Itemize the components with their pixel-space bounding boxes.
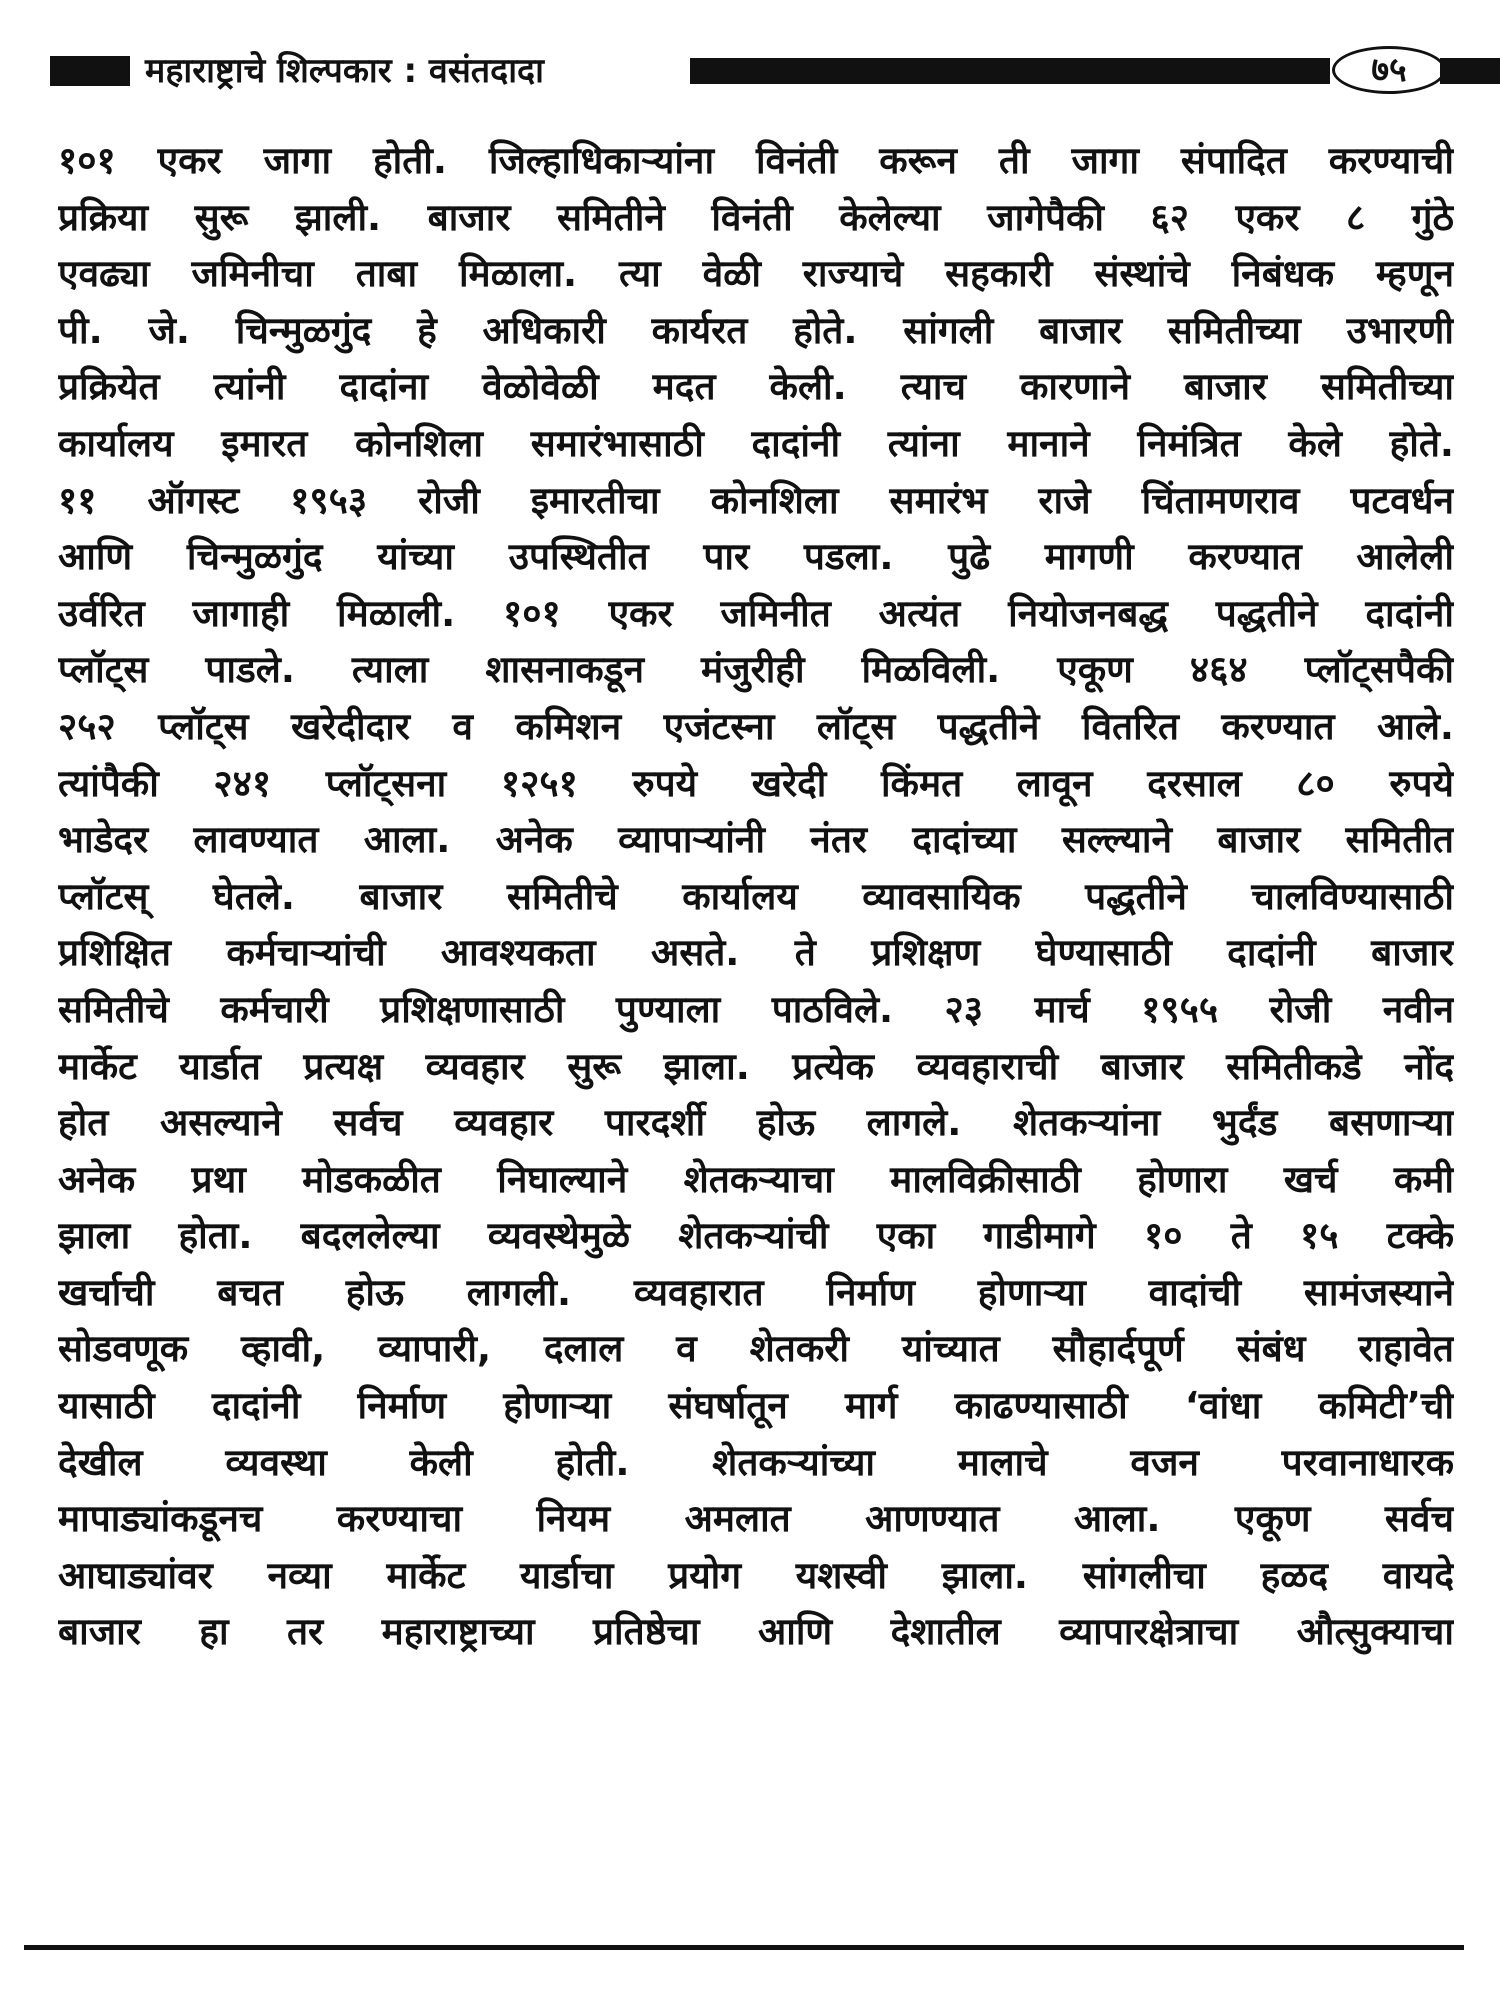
footer-rule [24,1945,1464,1950]
text-line: पी. जे. चिन्मुळगुंद हे अधिकारी कार्यरत होते. सांगली बाजार समितीच्या उभारणी [58,308,1454,352]
text-line: एवढ्या जमिनीचा ताबा मिळाला. त्या वेळी राज्याचे सहकारी संस्थांचे निबंधक म्हणून [58,252,1454,296]
text-line: उर्वरित जागाही मिळाली. १०१ एकर जमिनीत अत्यंत नियोजनबद्ध पद्धतीने दादांनी [58,591,1454,635]
text-line: प्रशिक्षित कर्मचाऱ्यांची आवश्यकता असते. ते प्रशिक्षण घेण्यासाठी दादांनी बाजार [58,931,1454,975]
body-paragraph [58,133,1454,1661]
text-line: आणि चिन्मुळगुंद यांच्या उपस्थितीत पार पडला. पुढे मागणी करण्यात आलेली [58,535,1454,579]
text-line: होत असल्याने सर्वच व्यवहार पारदर्शी होऊ लागले. शेतकऱ्यांना भुर्दंड बसणाऱ्या [58,1101,1454,1145]
text-line: प्लॉटस् घेतले. बाजार समितीचे कार्यालय व्यावसायिक पद्धतीने चालविण्यासाठी [58,874,1454,918]
text-line: समितीचे कर्मचारी प्रशिक्षणासाठी पुण्याला पाठविले. २३ मार्च १९५५ रोजी नवीन [58,987,1454,1031]
text-line: खर्चाची बचत होऊ लागली. व्यवहारात निर्माण होणाऱ्या वादांची सामंजस्याने [58,1270,1454,1314]
header-left-bar [50,56,130,86]
text-line: मापाड्यांकडूनच करण्याचा नियम अमलात आणण्यात आला. एकूण सर्वच [58,1497,1454,1541]
text-line: आघाड्यांवर नव्या मार्केट यार्डाचा प्रयोग यशस्वी झाला. सांगलीचा हळद वायदे [58,1553,1454,1597]
text-line: १०१ एकर जागा होती. जिल्हाधिकाऱ्यांना विनंती करून ती जागा संपादित करण्याची [58,139,1454,182]
header-right-bar [1440,58,1500,84]
text-line: देखील व्यवस्था केली होती. शेतकऱ्यांच्या मालाचे वजन परवानाधारक [58,1440,1454,1484]
text-line: २५२ प्लॉट्स खरेदीदार व कमिशन एजंटस्ना लॉट्स पद्धतीने वितरित करण्यात आले. [58,704,1454,748]
text-line: मार्केट यार्डात प्रत्यक्ष व्यवहार सुरू झाला. प्रत्येक व्यवहाराची बाजार समितीकडे नोंद [58,1044,1454,1088]
header-middle-bar [690,58,1330,84]
text-line: भाडेदर लावण्यात आला. अनेक व्यापाऱ्यांनी नंतर दादांच्या सल्ल्याने बाजार समितीत [58,818,1454,862]
text-line: प्लॉट्स पाडले. त्याला शासनाकडून मंजुरीही मिळविली. एकूण ४६४ प्लॉट्सपैकी [58,648,1454,692]
text-line: प्रक्रियेत त्यांनी दादांना वेळोवेळी मदत केली. त्याच कारणाने बाजार समितीच्या [58,365,1454,409]
text-line: कार्यालय इमारत कोनशिला समारंभासाठी दादांनी त्यांना मानाने निमंत्रित केले होते. [58,421,1454,465]
text-line: यासाठी दादांनी निर्माण होणाऱ्या संघर्षातून मार्ग काढण्यासाठी ‘वांधा कमिटी’ची [58,1384,1454,1428]
text-line: अनेक प्रथा मोडकळीत निघाल्याने शेतकऱ्याचा मालविक्रीसाठी होणारा खर्च कमी [58,1157,1454,1201]
text-line: बाजार हा तर महाराष्ट्राच्या प्रतिष्ठेचा आणि देशातील व्यापारक्षेत्राचा औत्सुक्याचा [58,1610,1454,1654]
text-line: झाला होता. बदललेल्या व्यवस्थेमुळे शेतकऱ्यांची एका गाडीमागे १० ते १५ टक्के [58,1214,1454,1258]
text-line: ११ ऑगस्ट १९५३ रोजी इमारतीचा कोनशिला समारंभ राजे चिंतामणराव पटवर्धन [58,478,1454,522]
running-header-title: महाराष्ट्राचे शिल्पकार : वसंतदादा [145,51,544,91]
page-number: ७५ [1332,46,1446,94]
text-line: प्रक्रिया सुरू झाली. बाजार समितीने विनंती केलेल्या जागेपैकी ६२ एकर ८ गुंठे [58,195,1454,239]
text-line: त्यांपैकी २४१ प्लॉट्सना १२५१ रुपये खरेदी किंमत लावून दरसाल ८० रुपये [58,761,1454,805]
running-header [50,46,1460,96]
text-line: सोडवणूक व्हावी, व्यापारी, दलाल व शेतकरी यांच्यात सौहार्दपूर्ण संबंध राहावेत [58,1327,1454,1371]
